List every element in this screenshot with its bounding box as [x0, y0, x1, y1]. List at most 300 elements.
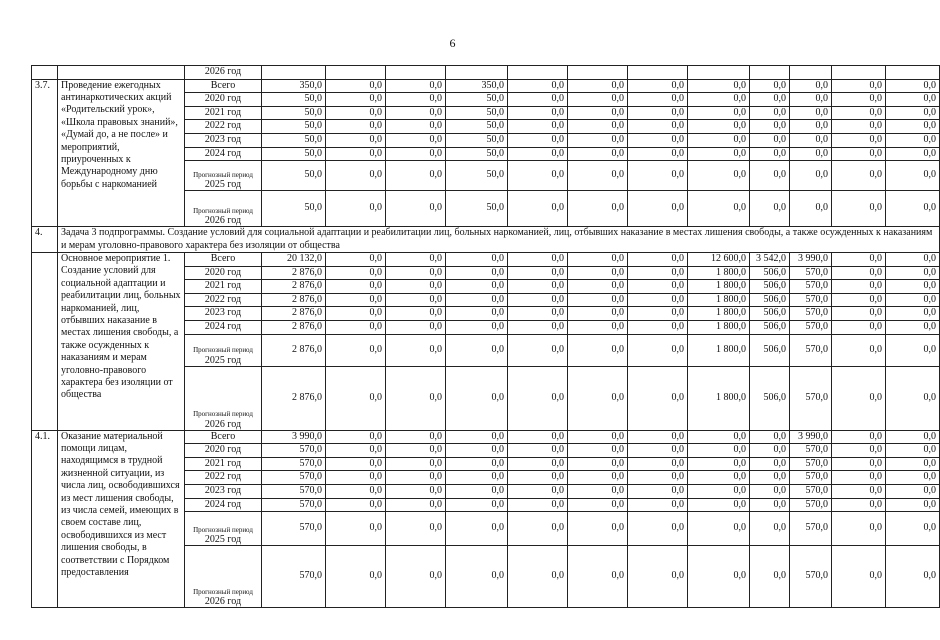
value-cell: 1 800,0	[688, 266, 750, 280]
value-cell: 0,0	[568, 320, 628, 334]
value-cell: 0,0	[568, 546, 628, 608]
value-cell: 0,0	[568, 334, 628, 366]
value-cell: 0,0	[628, 334, 688, 366]
period-cell	[185, 366, 262, 430]
value-cell: 0,0	[386, 147, 446, 161]
value-cell: 0,0	[688, 498, 750, 512]
table-row	[32, 430, 940, 444]
value-cell: 3 542,0	[750, 252, 790, 266]
value-cell: 0,0	[688, 79, 750, 93]
value-cell: 0,0	[508, 307, 568, 321]
value-cell: 0,0	[446, 266, 508, 280]
value-cell: 0,0	[790, 120, 832, 134]
value-cell: 0,0	[568, 444, 628, 458]
value-cell: 0,0	[832, 320, 886, 334]
value-cell: 0,0	[568, 161, 628, 191]
value-cell: 0,0	[568, 484, 628, 498]
value-cell: 570,0	[262, 484, 326, 498]
value-cell	[886, 66, 940, 80]
value-cell: 0,0	[750, 79, 790, 93]
value-cell: 0,0	[688, 471, 750, 485]
period-cell: 2023 год	[185, 133, 262, 147]
value-cell: 2 876,0	[262, 293, 326, 307]
period-cell: 2021 год	[185, 106, 262, 120]
value-cell: 570,0	[262, 498, 326, 512]
value-cell: 0,0	[508, 120, 568, 134]
value-cell: 0,0	[568, 93, 628, 107]
value-cell: 0,0	[886, 320, 940, 334]
value-cell: 50,0	[446, 161, 508, 191]
value-cell: 0,0	[832, 252, 886, 266]
value-cell: 0,0	[750, 93, 790, 107]
value-cell: 0,0	[568, 120, 628, 134]
value-cell: 0,0	[326, 471, 386, 485]
period-cell: 2022 год	[185, 471, 262, 485]
value-cell: 570,0	[262, 471, 326, 485]
value-cell: 0,0	[750, 430, 790, 444]
period-cell	[185, 512, 262, 546]
value-cell: 0,0	[508, 266, 568, 280]
value-cell: 0,0	[886, 252, 940, 266]
value-cell: 0,0	[508, 147, 568, 161]
table-row	[32, 252, 940, 266]
value-cell: 506,0	[750, 366, 790, 430]
value-cell: 0,0	[446, 457, 508, 471]
value-cell: 20 132,0	[262, 252, 326, 266]
value-cell: 0,0	[832, 93, 886, 107]
cell-empty	[58, 66, 185, 80]
value-cell: 0,0	[326, 334, 386, 366]
period-year: 2026 год	[204, 596, 242, 608]
value-cell: 2 876,0	[262, 266, 326, 280]
value-cell: 1 800,0	[688, 366, 750, 430]
period-year: 2026 год	[204, 418, 242, 430]
value-cell: 1 800,0	[688, 334, 750, 366]
value-cell: 0,0	[386, 106, 446, 120]
value-cell: 0,0	[832, 444, 886, 458]
value-cell: 0,0	[886, 484, 940, 498]
value-cell: 0,0	[326, 546, 386, 608]
value-cell: 506,0	[750, 334, 790, 366]
period-cell: 2021 год	[185, 280, 262, 294]
value-cell: 1 800,0	[688, 280, 750, 294]
value-cell: 0,0	[886, 546, 940, 608]
value-cell: 0,0	[886, 471, 940, 485]
value-cell: 50,0	[262, 120, 326, 134]
value-cell: 0,0	[886, 430, 940, 444]
value-cell: 0,0	[508, 498, 568, 512]
value-cell: 0,0	[326, 307, 386, 321]
value-cell: 0,0	[568, 79, 628, 93]
value-cell: 0,0	[832, 191, 886, 227]
value-cell	[750, 66, 790, 80]
value-cell: 0,0	[386, 512, 446, 546]
value-cell: 0,0	[688, 512, 750, 546]
period-cell: 2023 год	[185, 307, 262, 321]
section-index: 4.1.	[32, 430, 58, 608]
value-cell: 0,0	[326, 147, 386, 161]
value-cell: 0,0	[446, 512, 508, 546]
value-cell: 570,0	[790, 471, 832, 485]
value-cell: 0,0	[688, 106, 750, 120]
value-cell: 570,0	[262, 512, 326, 546]
value-cell: 0,0	[568, 280, 628, 294]
value-cell: 570,0	[790, 334, 832, 366]
value-cell: 50,0	[446, 191, 508, 227]
value-cell: 570,0	[262, 546, 326, 608]
value-cell: 50,0	[446, 106, 508, 120]
value-cell: 0,0	[326, 484, 386, 498]
value-cell	[688, 66, 750, 80]
value-cell: 0,0	[386, 120, 446, 134]
period-label: Прогнозный период	[193, 170, 253, 179]
value-cell: 0,0	[508, 546, 568, 608]
value-cell: 0,0	[886, 93, 940, 107]
value-cell: 0,0	[446, 430, 508, 444]
value-cell: 0,0	[750, 120, 790, 134]
value-cell: 0,0	[568, 307, 628, 321]
value-cell: 0,0	[886, 161, 940, 191]
value-cell: 0,0	[326, 161, 386, 191]
value-cell: 506,0	[750, 293, 790, 307]
value-cell: 0,0	[832, 161, 886, 191]
value-cell: 0,0	[832, 293, 886, 307]
value-cell: 0,0	[628, 457, 688, 471]
period-year: 2025 год	[204, 534, 242, 546]
value-cell: 0,0	[508, 252, 568, 266]
value-cell: 0,0	[326, 252, 386, 266]
value-cell: 0,0	[750, 471, 790, 485]
value-cell: 0,0	[886, 266, 940, 280]
value-cell: 0,0	[886, 191, 940, 227]
value-cell: 0,0	[688, 120, 750, 134]
value-cell: 0,0	[568, 457, 628, 471]
value-cell: 1 800,0	[688, 320, 750, 334]
value-cell: 50,0	[446, 120, 508, 134]
value-cell: 0,0	[750, 444, 790, 458]
value-cell: 0,0	[750, 457, 790, 471]
value-cell: 0,0	[886, 293, 940, 307]
task-index: 4.	[32, 227, 58, 253]
value-cell: 0,0	[886, 444, 940, 458]
value-cell: 0,0	[446, 484, 508, 498]
value-cell: 0,0	[628, 191, 688, 227]
value-cell: 0,0	[446, 307, 508, 321]
value-cell: 0,0	[326, 120, 386, 134]
value-cell: 2 876,0	[262, 320, 326, 334]
value-cell: 2 876,0	[262, 307, 326, 321]
value-cell: 0,0	[446, 471, 508, 485]
value-cell: 0,0	[446, 444, 508, 458]
value-cell	[446, 66, 508, 80]
period-label: Прогнозный период	[193, 525, 253, 534]
value-cell: 0,0	[628, 266, 688, 280]
value-cell: 0,0	[832, 484, 886, 498]
value-cell: 0,0	[326, 512, 386, 546]
value-cell: 12 600,0	[688, 252, 750, 266]
value-cell: 0,0	[688, 457, 750, 471]
value-cell: 0,0	[508, 334, 568, 366]
value-cell: 0,0	[508, 484, 568, 498]
value-cell: 0,0	[386, 307, 446, 321]
value-cell: 570,0	[262, 457, 326, 471]
value-cell: 0,0	[386, 430, 446, 444]
section-name: Оказание материальной помощи лицам, находящимся в трудной жизненной ситуации, из числа лиц, освободившихся из мест лишения свободы, из числа семей, имеющих в своем составе лиц, освободившихся из мест лишения свободы, в соответствии с Порядком предоставления	[58, 430, 185, 608]
value-cell: 0,0	[832, 546, 886, 608]
value-cell: 0,0	[386, 79, 446, 93]
value-cell: 570,0	[790, 266, 832, 280]
value-cell: 570,0	[790, 366, 832, 430]
value-cell: 0,0	[568, 471, 628, 485]
value-cell: 570,0	[790, 484, 832, 498]
table-row	[32, 79, 940, 93]
value-cell: 3 990,0	[790, 252, 832, 266]
value-cell: 0,0	[790, 161, 832, 191]
value-cell: 0,0	[750, 191, 790, 227]
value-cell: 0,0	[628, 512, 688, 546]
value-cell: 0,0	[886, 120, 940, 134]
value-cell: 2 876,0	[262, 334, 326, 366]
value-cell: 570,0	[790, 320, 832, 334]
value-cell: 0,0	[386, 252, 446, 266]
value-cell	[326, 66, 386, 80]
value-cell: 0,0	[628, 546, 688, 608]
value-cell: 0,0	[790, 93, 832, 107]
value-cell: 2 876,0	[262, 280, 326, 294]
value-cell: 0,0	[750, 106, 790, 120]
value-cell: 0,0	[386, 366, 446, 430]
value-cell: 570,0	[262, 444, 326, 458]
value-cell: 50,0	[262, 133, 326, 147]
cell-empty	[32, 66, 58, 80]
period-label: Прогнозный период	[193, 206, 253, 215]
value-cell	[508, 66, 568, 80]
value-cell: 0,0	[568, 147, 628, 161]
period-cell: Всего	[185, 79, 262, 93]
value-cell: 0,0	[750, 147, 790, 161]
value-cell: 0,0	[790, 147, 832, 161]
value-cell: 50,0	[446, 133, 508, 147]
value-cell: 0,0	[750, 498, 790, 512]
value-cell: 0,0	[568, 366, 628, 430]
value-cell: 0,0	[886, 457, 940, 471]
value-cell: 0,0	[688, 191, 750, 227]
value-cell: 0,0	[326, 93, 386, 107]
period-cell: 2024 год	[185, 147, 262, 161]
value-cell: 0,0	[832, 366, 886, 430]
task-row	[32, 227, 940, 253]
value-cell: 0,0	[750, 161, 790, 191]
value-cell: 0,0	[750, 512, 790, 546]
value-cell: 0,0	[628, 161, 688, 191]
value-cell: 350,0	[446, 79, 508, 93]
value-cell	[628, 66, 688, 80]
value-cell: 570,0	[790, 293, 832, 307]
value-cell: 2 876,0	[262, 366, 326, 430]
value-cell: 0,0	[628, 120, 688, 134]
value-cell: 0,0	[326, 79, 386, 93]
value-cell: 0,0	[886, 334, 940, 366]
value-cell	[262, 66, 326, 80]
value-cell: 0,0	[832, 498, 886, 512]
value-cell: 0,0	[508, 320, 568, 334]
value-cell: 0,0	[386, 133, 446, 147]
page-number: 6	[449, 36, 456, 50]
value-cell: 0,0	[832, 430, 886, 444]
value-cell: 0,0	[386, 191, 446, 227]
value-cell: 0,0	[628, 133, 688, 147]
period-year: 2025 год	[204, 354, 242, 366]
period-cell: 2022 год	[185, 293, 262, 307]
value-cell: 50,0	[262, 93, 326, 107]
value-cell: 0,0	[446, 252, 508, 266]
value-cell: 0,0	[688, 484, 750, 498]
value-cell: 0,0	[386, 546, 446, 608]
period-cell: Всего	[185, 430, 262, 444]
value-cell: 506,0	[750, 307, 790, 321]
value-cell: 350,0	[262, 79, 326, 93]
value-cell: 0,0	[886, 512, 940, 546]
value-cell: 0,0	[508, 133, 568, 147]
value-cell	[386, 66, 446, 80]
value-cell: 0,0	[508, 444, 568, 458]
value-cell: 0,0	[508, 366, 568, 430]
value-cell: 570,0	[790, 498, 832, 512]
value-cell: 0,0	[386, 484, 446, 498]
value-cell: 0,0	[326, 266, 386, 280]
value-cell: 0,0	[386, 161, 446, 191]
value-cell: 0,0	[508, 471, 568, 485]
value-cell: 0,0	[886, 79, 940, 93]
period-cell: 2022 год	[185, 120, 262, 134]
value-cell: 0,0	[832, 512, 886, 546]
value-cell: 0,0	[886, 133, 940, 147]
period-cell: 2023 год	[185, 484, 262, 498]
value-cell: 0,0	[508, 161, 568, 191]
period-cell	[185, 191, 262, 227]
value-cell: 0,0	[790, 191, 832, 227]
value-cell: 0,0	[326, 366, 386, 430]
value-cell: 50,0	[262, 147, 326, 161]
value-cell: 0,0	[832, 133, 886, 147]
value-cell: 0,0	[386, 293, 446, 307]
value-cell: 0,0	[326, 106, 386, 120]
value-cell: 570,0	[790, 280, 832, 294]
value-cell: 506,0	[750, 266, 790, 280]
value-cell: 0,0	[832, 280, 886, 294]
value-cell: 0,0	[386, 93, 446, 107]
value-cell: 0,0	[628, 430, 688, 444]
value-cell: 3 990,0	[790, 430, 832, 444]
table-row	[32, 66, 940, 80]
value-cell: 0,0	[446, 546, 508, 608]
period-label: Прогнозный период	[193, 587, 253, 596]
value-cell: 0,0	[508, 280, 568, 294]
value-cell: 0,0	[386, 280, 446, 294]
value-cell: 0,0	[326, 293, 386, 307]
value-cell: 50,0	[262, 191, 326, 227]
value-cell: 0,0	[832, 106, 886, 120]
value-cell	[832, 66, 886, 80]
value-cell: 0,0	[688, 147, 750, 161]
value-cell: 0,0	[508, 430, 568, 444]
value-cell: 0,0	[688, 93, 750, 107]
value-cell: 0,0	[326, 457, 386, 471]
value-cell: 570,0	[790, 444, 832, 458]
value-cell: 0,0	[326, 280, 386, 294]
value-cell: 570,0	[790, 546, 832, 608]
value-cell: 0,0	[326, 133, 386, 147]
value-cell: 0,0	[568, 106, 628, 120]
period-cell: 2020 год	[185, 93, 262, 107]
value-cell: 50,0	[262, 106, 326, 120]
value-cell: 0,0	[508, 457, 568, 471]
value-cell: 0,0	[628, 79, 688, 93]
value-cell: 0,0	[750, 133, 790, 147]
value-cell: 0,0	[508, 106, 568, 120]
section-name: Проведение ежегодных антинаркотических акций «Родительский урок», «Школа правовых знаний», «Думай до, а не после» и мероприятий, приуроченных к Международному дню борьбы с наркоманией	[58, 79, 185, 227]
value-cell: 0,0	[832, 457, 886, 471]
value-cell: 0,0	[326, 191, 386, 227]
value-cell: 0,0	[790, 106, 832, 120]
value-cell: 0,0	[832, 147, 886, 161]
value-cell: 0,0	[386, 334, 446, 366]
value-cell: 0,0	[790, 79, 832, 93]
value-cell: 0,0	[386, 444, 446, 458]
value-cell: 0,0	[628, 293, 688, 307]
value-cell: 0,0	[326, 320, 386, 334]
value-cell: 0,0	[790, 133, 832, 147]
value-cell: 0,0	[628, 498, 688, 512]
value-cell: 570,0	[790, 512, 832, 546]
value-cell: 0,0	[446, 293, 508, 307]
value-cell: 0,0	[508, 79, 568, 93]
value-cell: 0,0	[326, 444, 386, 458]
period-label: Прогнозный период	[193, 346, 253, 355]
value-cell: 0,0	[886, 106, 940, 120]
value-cell: 50,0	[446, 147, 508, 161]
value-cell: 0,0	[886, 498, 940, 512]
period-cell	[185, 334, 262, 366]
value-cell: 0,0	[688, 546, 750, 608]
value-cell: 0,0	[446, 280, 508, 294]
value-cell: 50,0	[262, 161, 326, 191]
section-index: 3.7.	[32, 79, 58, 227]
value-cell: 0,0	[628, 147, 688, 161]
value-cell: 0,0	[568, 430, 628, 444]
value-cell: 0,0	[386, 471, 446, 485]
value-cell: 0,0	[628, 307, 688, 321]
period-cell: 2024 год	[185, 498, 262, 512]
value-cell: 0,0	[750, 484, 790, 498]
value-cell: 0,0	[688, 161, 750, 191]
value-cell: 570,0	[790, 457, 832, 471]
period-cell	[185, 546, 262, 608]
value-cell: 50,0	[446, 93, 508, 107]
budget-table	[31, 65, 940, 608]
value-cell: 0,0	[832, 307, 886, 321]
period-cell: 2020 год	[185, 266, 262, 280]
value-cell: 0,0	[326, 498, 386, 512]
value-cell: 0,0	[326, 430, 386, 444]
value-cell: 1 800,0	[688, 293, 750, 307]
value-cell: 0,0	[568, 191, 628, 227]
value-cell: 0,0	[688, 430, 750, 444]
value-cell: 0,0	[568, 252, 628, 266]
period-cell: 2020 год	[185, 444, 262, 458]
value-cell: 0,0	[446, 366, 508, 430]
value-cell: 0,0	[508, 512, 568, 546]
